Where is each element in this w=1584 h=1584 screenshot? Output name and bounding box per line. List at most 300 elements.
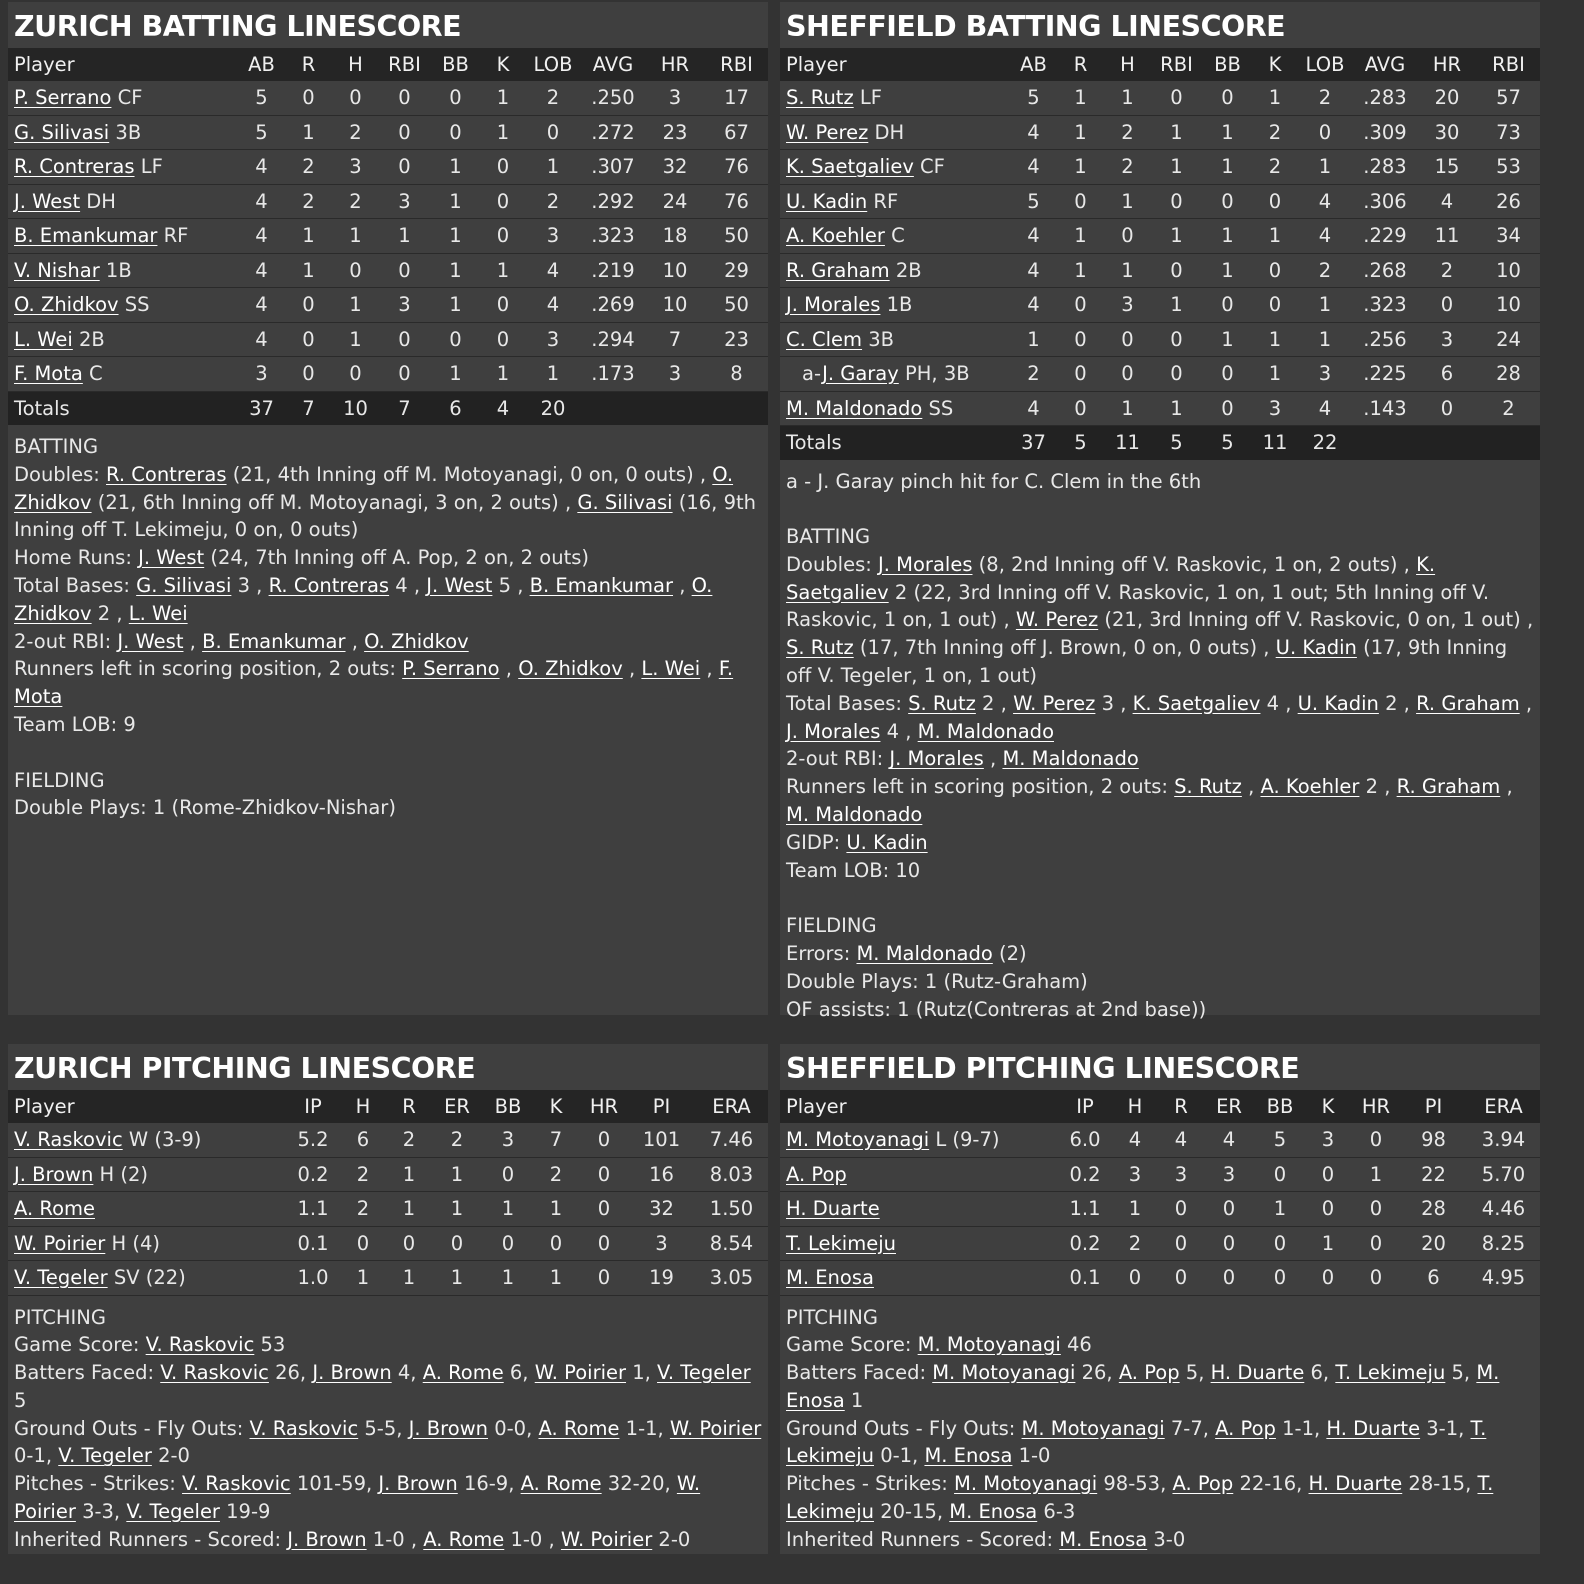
fielding-note: Double Plays: 1 (Rome-Zhidkov-Nishar) [14, 796, 396, 820]
player-link[interactable]: J. Brown [14, 1162, 94, 1186]
column-header: HR [1417, 48, 1477, 81]
player-link[interactable]: J. West [426, 573, 493, 597]
player-link[interactable]: A. Pop [1215, 1416, 1276, 1440]
player-link[interactable]: A. Pop [1172, 1472, 1234, 1496]
stat-cell: 1 [388, 1192, 430, 1227]
player-cell: K. Saetgaliev CF [780, 150, 1010, 185]
stat-cell: 30 [1417, 115, 1477, 150]
player-link[interactable]: W. Poirier [14, 1231, 106, 1255]
player-link[interactable]: S. Rutz [908, 691, 976, 715]
player-link[interactable]: O. Zhidkov [518, 657, 623, 681]
table-row [780, 150, 1540, 185]
player-link[interactable]: P. Serrano [14, 86, 112, 110]
player-link[interactable]: M. Enosa [1059, 1527, 1148, 1551]
risp-note: Runners left in scoring position, 2 outs: S. Rutz , A. Koehler 2 , R. Graham , M. Maldonado [786, 775, 1513, 827]
stat-cell: 53 [1477, 150, 1540, 185]
stat-cell: 16 [628, 1157, 695, 1192]
totals-row [8, 391, 768, 425]
stat-cell: 3 [484, 1123, 532, 1157]
player-link[interactable]: A. Rome [422, 1361, 504, 1385]
pitching-notes-header: PITCHING [786, 1305, 879, 1329]
player-link[interactable]: M. Maldonado [786, 396, 923, 420]
stat-cell: 4 [1110, 1123, 1160, 1157]
column-header: ER [1202, 1090, 1256, 1123]
column-header: ERA [695, 1090, 768, 1123]
stat-cell: 8 [705, 357, 768, 392]
stat-cell: 2 [525, 81, 581, 115]
stat-cell: 0 [379, 357, 430, 392]
player-cell: V. Nishar 1B [8, 253, 238, 288]
stat-cell: 3 [1253, 391, 1297, 426]
player-cell: G. Silivasi 3B [8, 115, 238, 150]
column-header: Player [780, 1090, 1060, 1123]
player-link[interactable]: M. Enosa [924, 1444, 1013, 1468]
stat-cell: .225 [1353, 357, 1417, 392]
stat-cell: 0 [1352, 1261, 1400, 1296]
stat-cell: 2 [1253, 115, 1297, 150]
player-link[interactable]: M. Maldonado [786, 803, 923, 827]
player-cell: W. Poirier H (4) [8, 1226, 288, 1261]
total-bases-note: Total Bases: S. Rutz 2 , W. Perez 3 , K. Saetgaliev 4 , U. Kadin 2 , R. Graham , J. Morales 4 , M. Maldonado [786, 691, 1533, 743]
zurich-batting-title: ZURICH BATTING LINESCORE [8, 2, 768, 48]
stat-cell: 0 [484, 1157, 532, 1192]
column-header: BB [484, 1090, 532, 1123]
player-link[interactable]: M. Maldonado [917, 719, 1054, 743]
stat-cell: 1 [379, 219, 430, 254]
stat-cell: 2 [1104, 115, 1151, 150]
stat-cell: 10 [1477, 253, 1540, 288]
player-link[interactable]: R. Contreras [14, 155, 135, 179]
stat-cell: 1.50 [695, 1192, 768, 1227]
player-link[interactable]: M. Motoyanagi [932, 1361, 1076, 1385]
stat-cell: 23 [705, 322, 768, 357]
player-link[interactable]: V. Raskovic [249, 1416, 359, 1440]
batters-faced-note: Batters Faced: V. Raskovic 26, J. Brown 4, A. Rome 6, W. Poirier 1, V. Tegeler 5 [14, 1361, 751, 1412]
stat-cell: 1 [1104, 81, 1151, 115]
sheffield-batting-table [780, 48, 1540, 460]
stat-cell: 0 [332, 81, 379, 115]
player-link[interactable]: V. Raskovic [182, 1472, 291, 1496]
stat-cell: 0 [1151, 322, 1202, 357]
player-link[interactable]: V. Tegeler [126, 1500, 220, 1524]
stat-cell: 24 [1477, 322, 1540, 357]
stat-cell: 0 [1104, 357, 1151, 392]
player-link[interactable]: A. Koehler [1260, 775, 1360, 799]
player-link[interactable]: U. Kadin [1297, 691, 1379, 715]
stat-cell: 4 [1417, 184, 1477, 219]
stat-cell: 1 [1010, 322, 1057, 357]
stat-cell [1353, 426, 1417, 460]
stat-cell: 28 [1477, 357, 1540, 392]
column-header: H [1104, 48, 1151, 81]
player-link[interactable]: L. Wei [14, 327, 73, 351]
column-header: PI [1400, 1090, 1467, 1123]
stat-cell: 3 [645, 81, 705, 115]
stat-cell: 0 [379, 115, 430, 150]
player-link[interactable]: A. Pop [1118, 1361, 1180, 1385]
column-header: K [481, 48, 525, 81]
player-link[interactable]: T. Lekimeju [786, 1472, 1494, 1524]
stat-cell: 0 [430, 115, 481, 150]
stat-cell: 37 [238, 391, 285, 425]
stat-cell: 0.1 [1060, 1261, 1110, 1296]
player-link[interactable]: R. Contreras [106, 462, 227, 486]
stat-cell: 4.46 [1467, 1192, 1540, 1227]
stat-cell: 76 [705, 184, 768, 219]
stat-cell: 1 [338, 1261, 388, 1296]
player-link[interactable]: S. Rutz [786, 86, 854, 110]
player-link[interactable]: J. Brown [378, 1472, 458, 1496]
player-link[interactable]: F. Mota [14, 362, 83, 386]
player-link[interactable]: T. Lekimeju [1335, 1361, 1446, 1385]
stat-cell: 0 [338, 1226, 388, 1261]
stat-cell: 4 [1010, 391, 1057, 426]
stat-cell: 1 [285, 253, 332, 288]
stat-cell: 10 [645, 288, 705, 323]
player-link[interactable]: J. Brown [287, 1527, 367, 1551]
column-header: ERA [1467, 1090, 1540, 1123]
stat-cell: 1 [1202, 322, 1253, 357]
stat-cell: 4 [481, 391, 525, 425]
player-link[interactable]: M. Motoyanagi [954, 1472, 1098, 1496]
player-link[interactable]: W. Poirier [669, 1416, 762, 1440]
player-link[interactable]: A. Rome [14, 1197, 95, 1221]
player-link[interactable]: V. Tegeler [657, 1361, 751, 1385]
stat-cell: 0 [484, 1226, 532, 1261]
stat-cell: 3.05 [695, 1261, 768, 1296]
stat-cell: 0 [580, 1261, 628, 1296]
stat-cell: 7 [379, 391, 430, 425]
stat-cell: 0.2 [288, 1157, 338, 1192]
stat-cell: 1 [430, 253, 481, 288]
stat-cell: 1 [1253, 81, 1297, 115]
stat-cell: 76 [705, 150, 768, 185]
player-link[interactable]: O. Zhidkov [14, 293, 119, 317]
player-link[interactable]: A. Rome [423, 1527, 505, 1551]
player-cell: M. Maldonado SS [780, 391, 1010, 426]
pitches-strikes-note: Pitches - Strikes: M. Motoyanagi 98-53, A. Pop 22-16, H. Duarte 28-15, T. Lekimeju 20-15, M. Enosa 6-3 [786, 1472, 1494, 1524]
player-link[interactable]: J. Morales [889, 747, 984, 771]
stat-cell: 5.2 [288, 1123, 338, 1157]
table-row [8, 1157, 768, 1192]
player-link[interactable]: T. Lekimeju [786, 1416, 1487, 1468]
column-header: AVG [581, 48, 645, 81]
zurich-pitching-notes [8, 1296, 768, 1554]
stat-cell: 2 [338, 1192, 388, 1227]
zurich-pitching-panel [8, 1044, 768, 1554]
player-link[interactable]: B. Emankumar [14, 224, 158, 248]
stat-cell: 0 [1202, 81, 1253, 115]
player-link[interactable]: A. Rome [538, 1416, 620, 1440]
stat-cell: 0 [430, 81, 481, 115]
stat-cell: 1 [285, 219, 332, 254]
player-link[interactable]: H. Duarte [1210, 1361, 1305, 1385]
stat-cell: 0 [430, 322, 481, 357]
stat-cell: 10 [645, 253, 705, 288]
stat-cell: .292 [581, 184, 645, 219]
player-cell: A. Koehler C [780, 219, 1010, 254]
player-link[interactable]: J. West [14, 189, 81, 213]
stat-cell: 0 [1151, 81, 1202, 115]
stat-cell: 3 [628, 1226, 695, 1261]
stat-cell: 0 [332, 357, 379, 392]
table-row [8, 115, 768, 150]
player-link[interactable]: J. Morales [878, 552, 973, 576]
stat-cell: 10 [332, 391, 379, 425]
batting-notes-header: BATTING [14, 435, 99, 458]
player-link[interactable]: J. West [117, 629, 184, 653]
player-link[interactable]: K. Saetgaliev [786, 552, 1436, 604]
player-link[interactable]: W. Perez [786, 120, 869, 144]
player-link[interactable]: R. Graham [786, 258, 890, 282]
stat-cell: 1 [525, 150, 581, 185]
stat-cell: 0 [379, 150, 430, 185]
stat-cell: 2 [332, 184, 379, 219]
stat-cell: 0 [379, 322, 430, 357]
stat-cell: 1 [1057, 219, 1104, 254]
stat-cell: 0 [379, 81, 430, 115]
stat-cell: 0 [1256, 1226, 1304, 1261]
stat-cell: 3 [1202, 1157, 1256, 1192]
player-link[interactable]: W. Poirier [534, 1361, 627, 1385]
player-link[interactable]: M. Motoyanagi [1021, 1416, 1165, 1440]
stat-cell: 3 [1110, 1157, 1160, 1192]
stat-cell: 5 [1057, 426, 1104, 460]
stat-cell: 19 [628, 1261, 695, 1296]
stat-cell: 4 [1010, 219, 1057, 254]
stat-cell: 8.25 [1467, 1226, 1540, 1261]
zurich-pitching-table [8, 1090, 768, 1296]
player-link[interactable]: M. Enosa [786, 1361, 1500, 1412]
stat-cell: 50 [705, 288, 768, 323]
player-link[interactable]: R. Graham [1396, 775, 1501, 799]
stat-cell: .307 [581, 150, 645, 185]
player-link[interactable]: O. Zhidkov [14, 462, 734, 514]
stat-cell: .323 [581, 219, 645, 254]
player-link[interactable]: W. Poirier [14, 1472, 701, 1524]
player-link[interactable]: B. Emankumar [202, 629, 346, 653]
stat-cell: .294 [581, 322, 645, 357]
player-link[interactable]: V. Raskovic [14, 1128, 123, 1152]
stat-cell: 5 [1151, 426, 1202, 460]
player-link[interactable]: T. Lekimeju [786, 1231, 896, 1255]
player-link[interactable]: J. Brown [312, 1361, 392, 1385]
stat-cell: 24 [645, 184, 705, 219]
player-cell: a-J. Garay PH, 3B [780, 357, 1010, 392]
player-link[interactable]: F. Mota [14, 657, 734, 709]
player-link[interactable]: L. Wei [641, 657, 701, 681]
stat-cell: 17 [705, 81, 768, 115]
stat-cell: .323 [1353, 288, 1417, 323]
player-cell: R. Graham 2B [780, 253, 1010, 288]
table-row [780, 253, 1540, 288]
stat-cell: 4 [1160, 1123, 1202, 1157]
player-link[interactable]: V. Tegeler [58, 1444, 152, 1468]
player-link[interactable]: V. Raskovic [160, 1361, 269, 1385]
player-link[interactable]: R. Contreras [268, 573, 390, 597]
stat-cell: 2 [1104, 150, 1151, 185]
player-cell [780, 1192, 1060, 1227]
column-header: RBI [1151, 48, 1202, 81]
stat-cell [645, 391, 705, 425]
player-link[interactable]: W. Poirier [560, 1527, 653, 1551]
table-row [8, 322, 768, 357]
stat-cell: 20 [1417, 81, 1477, 115]
table-row [8, 357, 768, 392]
player-link[interactable]: J. Brown [408, 1416, 489, 1440]
stat-cell: 1 [1304, 1226, 1352, 1261]
table-row [8, 288, 768, 323]
player-cell: J. West DH [8, 184, 238, 219]
player-link[interactable]: G. Silivasi [14, 120, 110, 144]
player-link[interactable]: M. Enosa [786, 1266, 874, 1290]
player-link[interactable]: V. Raskovic [145, 1333, 255, 1357]
column-header: BB [1256, 1090, 1304, 1123]
player-link[interactable]: K. Saetgaliev [786, 155, 914, 179]
stat-cell: 5 [238, 115, 285, 150]
player-link[interactable]: B. Emankumar [529, 573, 674, 597]
player-cell [8, 1192, 288, 1227]
player-link[interactable]: H. Duarte [1326, 1416, 1421, 1440]
stat-cell: 0 [481, 322, 525, 357]
stat-cell: 3 [1417, 322, 1477, 357]
stat-cell: 1 [1104, 253, 1151, 288]
column-header: LOB [525, 48, 581, 81]
stat-cell: 1 [1057, 253, 1104, 288]
stat-cell: 0 [1202, 357, 1253, 392]
player-link[interactable]: M. Motoyanagi [786, 1128, 930, 1152]
table-row [8, 1226, 768, 1261]
stat-cell: 0 [1151, 184, 1202, 219]
player-link[interactable]: G. Silivasi [136, 573, 232, 597]
stat-cell: 0 [1202, 288, 1253, 323]
stat-cell: 1 [1104, 184, 1151, 219]
player-link[interactable]: R. Graham [1416, 691, 1520, 715]
player-link[interactable]: S. Rutz [786, 636, 854, 660]
column-header: PI [628, 1090, 695, 1123]
player-link[interactable]: M. Motoyanagi [917, 1333, 1061, 1357]
stat-cell: 0 [388, 1226, 430, 1261]
player-link[interactable]: M. Maldonado [1002, 747, 1139, 771]
table-row [8, 184, 768, 219]
player-link[interactable]: G. Silivasi [577, 490, 673, 514]
stat-cell: 1 [484, 1261, 532, 1296]
player-link[interactable]: J. Morales [786, 293, 881, 317]
player-cell: S. Rutz LF [780, 81, 1010, 115]
stat-cell: 1 [1110, 1192, 1160, 1227]
player-link[interactable]: U. Kadin [846, 830, 928, 854]
footnote: a - J. Garay pinch hit for C. Clem in the 6th [786, 469, 1202, 493]
stat-cell: 1 [1352, 1157, 1400, 1192]
stat-cell: .250 [581, 81, 645, 115]
player-link[interactable]: C. Clem [786, 327, 863, 351]
stat-cell: 4 [1297, 391, 1353, 426]
stat-cell: 1 [1151, 391, 1202, 426]
stat-cell: 1.1 [288, 1192, 338, 1227]
stat-cell: 2 [1297, 81, 1353, 115]
stat-cell: 0 [1253, 253, 1297, 288]
stat-cell: 0 [285, 288, 332, 323]
player-link[interactable]: P. Serrano [402, 657, 500, 681]
stat-cell: 0 [1352, 1192, 1400, 1227]
player-cell [780, 1157, 1060, 1192]
errors-note: Errors: M. Maldonado (2) [786, 942, 1027, 966]
stat-cell: 32 [628, 1192, 695, 1227]
table-header-row [780, 1090, 1540, 1123]
player-cell: P. Serrano CF [8, 81, 238, 115]
player-link[interactable]: H. Duarte [1308, 1472, 1403, 1496]
stat-cell: 4 [238, 253, 285, 288]
stat-cell: 3 [332, 150, 379, 185]
game-score-note: Game Score: M. Motoyanagi 46 [786, 1333, 1092, 1357]
player-link[interactable]: W. Perez [1013, 691, 1096, 715]
player-link[interactable]: J. Morales [786, 719, 881, 743]
player-link[interactable]: W. Perez [1015, 608, 1099, 632]
player-link[interactable]: A. Rome [520, 1472, 602, 1496]
column-header: HR [580, 1090, 628, 1123]
stat-cell: 2 [285, 150, 332, 185]
player-link[interactable]: V. Tegeler [14, 1266, 108, 1290]
stat-cell: 8.54 [695, 1226, 768, 1261]
player-link[interactable]: M. Maldonado [856, 942, 993, 966]
stat-cell: 22 [1297, 426, 1353, 460]
stat-cell: 4 [1010, 150, 1057, 185]
table-row [780, 1123, 1540, 1157]
stat-cell: 0 [1256, 1157, 1304, 1192]
table-row [8, 1261, 768, 1296]
stat-cell: 0 [1110, 1261, 1160, 1296]
stat-cell: 4 [238, 322, 285, 357]
stat-cell: 6 [430, 391, 481, 425]
table-row [780, 1192, 1540, 1227]
stat-cell: 1 [1297, 322, 1353, 357]
stat-cell: 4 [238, 184, 285, 219]
stat-cell: 0 [481, 184, 525, 219]
player-link[interactable]: S. Rutz [1174, 775, 1242, 799]
table-row [780, 1157, 1540, 1192]
two-out-rbi-note: 2-out RBI: J. West , B. Emankumar , O. Zhidkov [14, 629, 469, 653]
player-link[interactable]: U. Kadin [1275, 636, 1357, 660]
stat-cell: 6 [1417, 357, 1477, 392]
player-link[interactable]: K. Saetgaliev [1132, 691, 1261, 715]
stat-cell: 0 [1297, 115, 1353, 150]
player-link[interactable]: V. Nishar [14, 258, 100, 282]
stat-cell: 3 [525, 219, 581, 254]
stat-cell: 5 [1256, 1123, 1304, 1157]
player-link[interactable]: O. Zhidkov [14, 573, 713, 625]
player-link[interactable]: H. Duarte [786, 1197, 880, 1221]
column-header: IP [1060, 1090, 1110, 1123]
stat-cell: 3 [645, 357, 705, 392]
player-link[interactable]: U. Kadin [786, 189, 868, 213]
stat-cell: 0 [285, 81, 332, 115]
column-header: H [338, 1090, 388, 1123]
player-link[interactable]: J. Garay [822, 362, 899, 386]
stat-cell: 0 [1202, 391, 1253, 426]
stat-cell: 0 [1160, 1261, 1202, 1296]
player-link[interactable]: A. Koehler [786, 224, 885, 248]
stat-cell: 1 [332, 288, 379, 323]
player-link[interactable]: M. Enosa [949, 1500, 1038, 1524]
stat-cell: 1 [1202, 150, 1253, 185]
player-link[interactable]: A. Pop [786, 1162, 847, 1186]
stat-cell: 0 [580, 1192, 628, 1227]
player-link[interactable]: L. Wei [128, 601, 188, 625]
player-link[interactable]: J. West [138, 546, 205, 570]
stat-cell: 1 [1253, 322, 1297, 357]
team-lob-note: Team LOB: 9 [14, 712, 136, 736]
player-link[interactable]: O. Zhidkov [364, 629, 469, 653]
